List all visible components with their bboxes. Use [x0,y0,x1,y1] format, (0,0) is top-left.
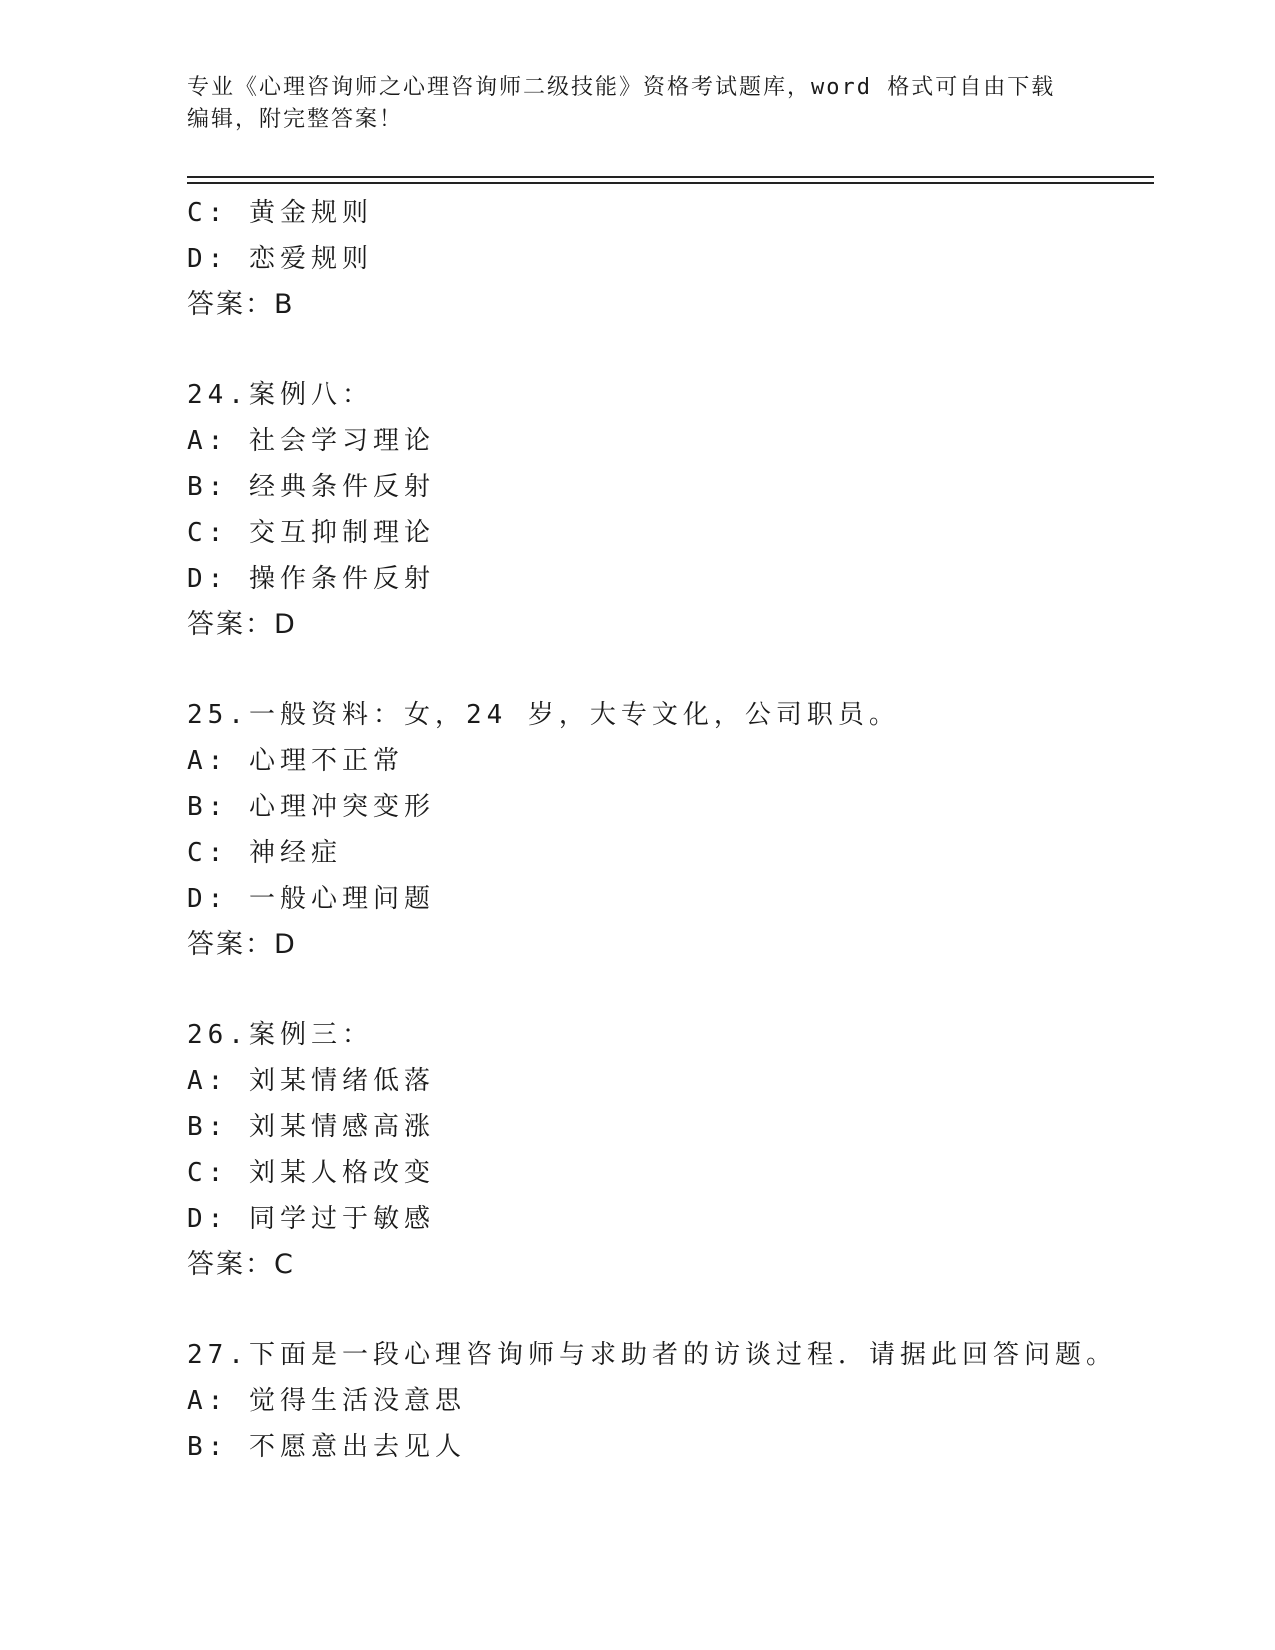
answer-line: 答案：D [187,609,297,640]
header-divider-top [187,176,1154,178]
question-block-25 [187,692,1147,968]
spacer [187,968,1147,1012]
option-a: A: 觉得生活没意思 [187,1386,466,1416]
option-b: B: 刘某情感高涨 [187,1112,435,1142]
header-line-1: 专业《心理咨询师之心理咨询师二级技能》资格考试题库，word 格式可自由下载 [187,75,1056,100]
option-a: A: 心理不正常 [187,746,404,776]
option-c: C: 神经症 [187,838,342,868]
question-block-24 [187,372,1147,648]
question-block-27 [187,1332,1147,1470]
question-stem: 27.下面是一段心理咨询师与求助者的访谈过程．请据此回答问题。 [187,1340,1117,1370]
option-c: C: 黄金规则 [187,198,373,228]
option-a: A: 刘某情绪低落 [187,1066,435,1096]
question-stem: 24.案例八： [187,380,373,410]
option-d: D: 一般心理问题 [187,884,435,914]
option-d: D: 恋爱规则 [187,244,373,274]
option-b: B: 心理冲突变形 [187,792,435,822]
question-block-prev [187,190,1147,328]
option-b: B: 不愿意出去见人 [187,1432,466,1462]
question-block-26 [187,1012,1147,1288]
option-d: D: 操作条件反射 [187,564,435,594]
question-stem: 25.一般资料：女，24 岁，大专文化，公司职员。 [187,700,900,730]
header-divider-bottom [187,182,1154,184]
option-a: A: 社会学习理论 [187,426,435,456]
option-c: C: 刘某人格改变 [187,1158,435,1188]
spacer [187,648,1147,692]
answer-line: 答案：B [187,289,295,320]
answer-line: 答案：D [187,929,297,960]
question-list [187,190,1147,1470]
option-b: B: 经典条件反射 [187,472,435,502]
option-d: D: 同学过于敏感 [187,1204,435,1234]
question-stem: 26.案例三： [187,1020,373,1050]
header-line-2: 编辑，附完整答案！ [187,107,404,132]
spacer [187,328,1147,372]
answer-line: 答案：C [187,1249,295,1280]
document-header [187,72,1087,136]
option-c: C: 交互抑制理论 [187,518,435,548]
spacer [187,1288,1147,1332]
